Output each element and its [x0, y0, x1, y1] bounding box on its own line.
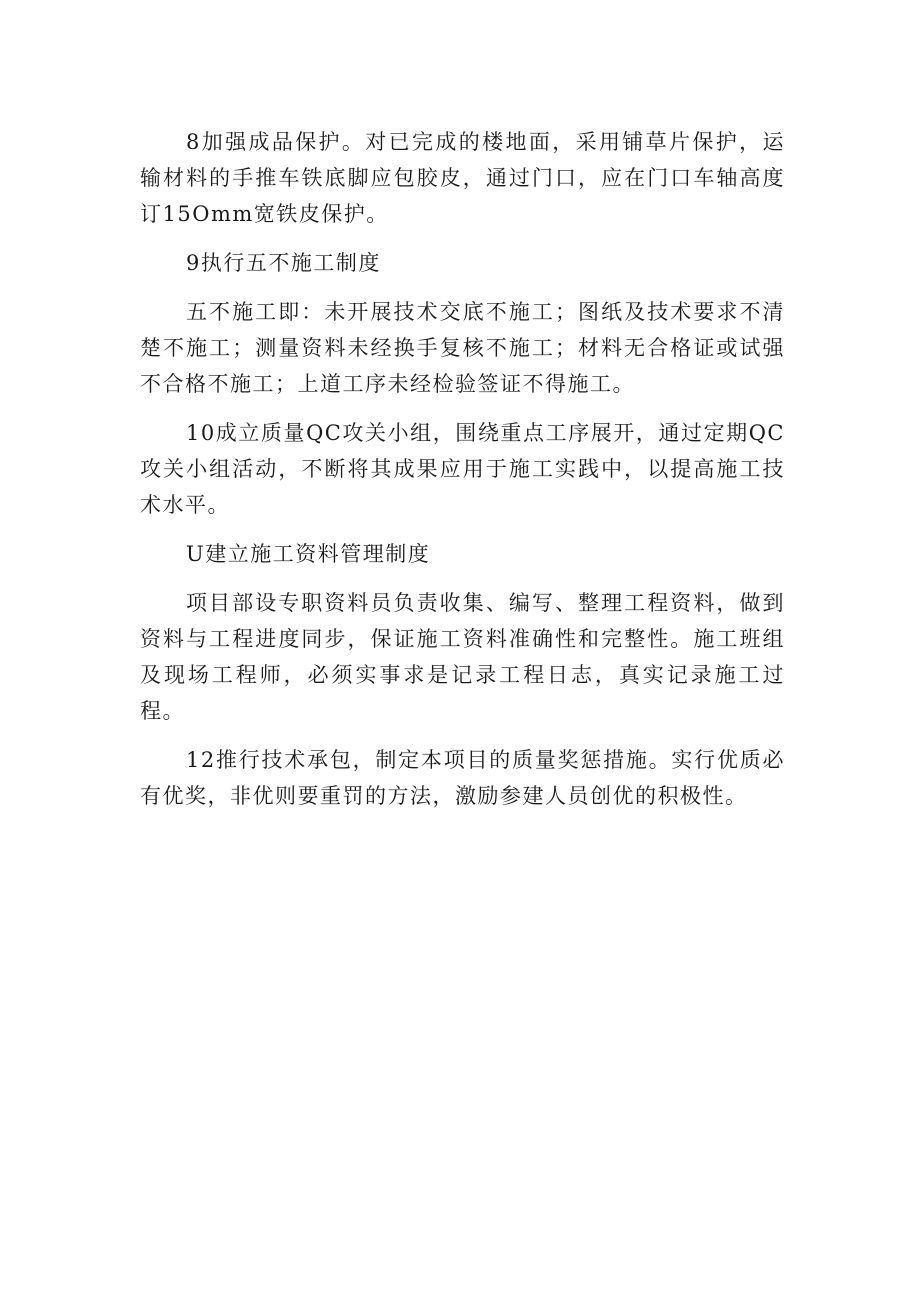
paragraph-records-detail: 项目部设专职资料员负责收集、编写、整理工程资料，做到资料与工程进度同步，保证施工资料准确性和完整性。施工班组及现场工程师，必须实事求是记录工程日志，真实记录施工过程。: [140, 591, 785, 723]
paragraph-protection: 8加强成品保护。对已完成的楼地面，采用铺草片保护，运输材料的手推车铁底脚应包胶皮，通过门口，应在门口车轴高度订15Omm宽铁皮保护。: [140, 130, 785, 226]
paragraph-qc-group: 10成立质量QC攻关小组，围绕重点工序展开，通过定期QC攻关小组活动，不断将其成果应用于施工实践中，以提高施工技术水平。: [140, 421, 785, 517]
paragraph-five-no-heading: 9执行五不施工制度: [186, 251, 381, 275]
document-body: [140, 124, 785, 827]
paragraph-five-no-detail: 五不施工即：未开展技术交底不施工；图纸及技术要求不清楚不施工；测量资料未经换手复核不施工；材料无合格证或试强不合格不施工；上道工序未经检验签证不得施工。: [140, 300, 785, 396]
paragraph-records-heading: U建立施工资料管理制度: [186, 542, 431, 566]
paragraph-tech-contract: 12推行技术承包，制定本项目的质量奖惩措施。实行优质必有优奖，非优则要重罚的方法，激励参建人员创优的积极性。: [140, 748, 785, 808]
